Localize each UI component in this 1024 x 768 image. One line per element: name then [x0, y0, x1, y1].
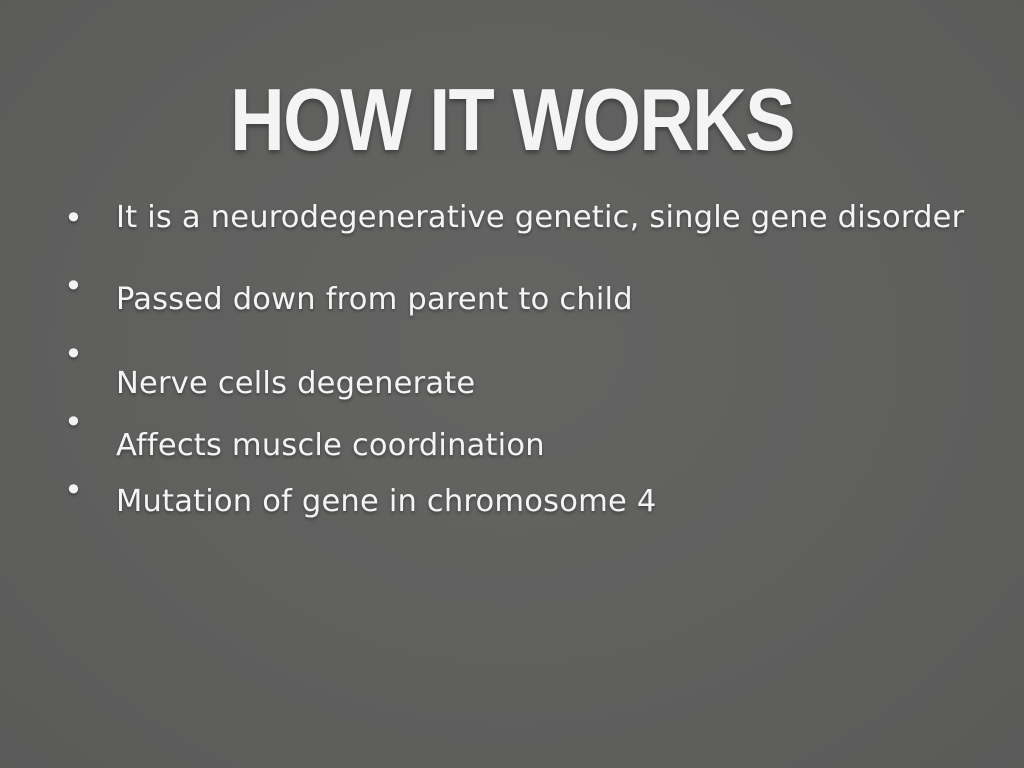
bullet-item: Affects muscle coordination: [116, 428, 545, 463]
bullet-icon: •: [64, 199, 83, 237]
bullet-icon: •: [64, 471, 83, 509]
bullet-item: Nerve cells degenerate: [116, 366, 476, 401]
bullet-icon: •: [64, 335, 83, 373]
bullet-icon: •: [64, 403, 83, 441]
bullet-item: It is a neurodegenerative genetic, single gene disorder: [116, 200, 965, 235]
bullet-item: Passed down from parent to child: [116, 282, 633, 317]
bullet-icon: •: [64, 267, 83, 305]
slide-title: HOW IT WORKS: [230, 70, 794, 169]
bullet-item: Mutation of gene in chromosome 4: [116, 484, 657, 519]
